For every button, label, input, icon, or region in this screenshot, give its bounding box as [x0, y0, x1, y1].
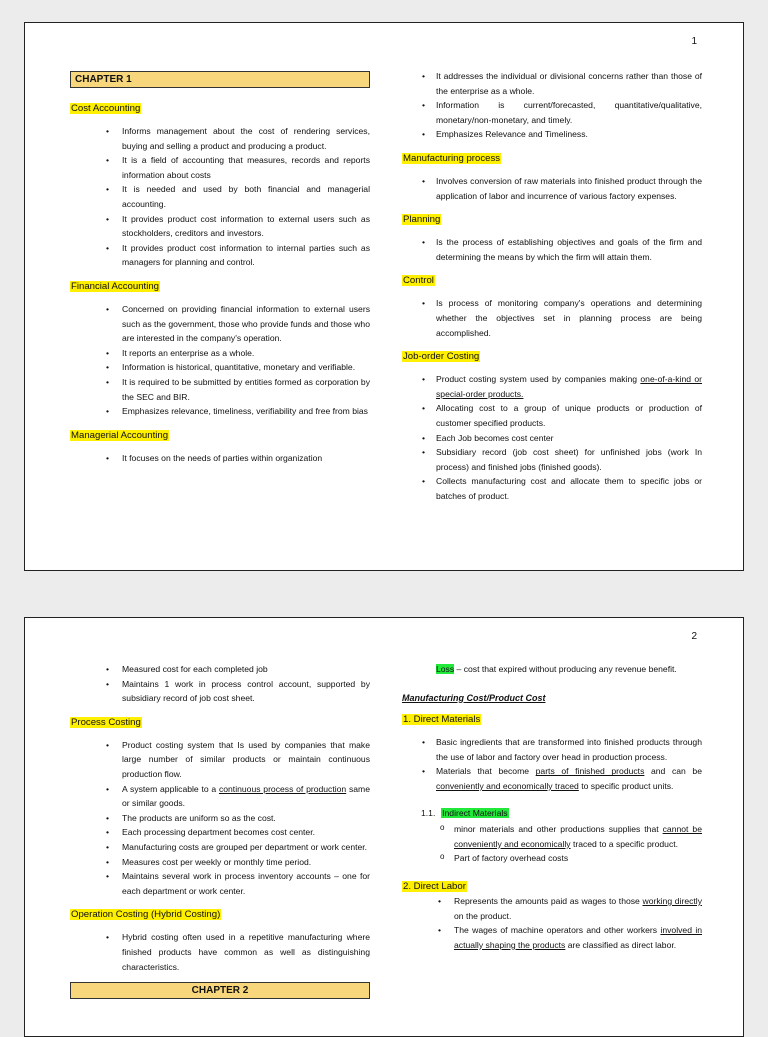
list-item: • A system applicable to a continuous process of production same or similar goods.: [70, 782, 370, 811]
list-item: • Information is current/forecasted, quantitative/qualitative, monetary/non-monetary, and timely.: [402, 98, 702, 127]
bullet-list: [402, 69, 702, 142]
bullet-list: [402, 735, 702, 793]
list-item: • Allocating cost to a group of unique products or production of customer specified products.: [402, 401, 702, 430]
bullet-list: [70, 930, 370, 974]
list-item: • Subsidiary record (job cost sheet) for unfinished jobs (work In process) and finished jobs (finished goods).: [402, 445, 702, 474]
chapter-heading: CHAPTER 2: [70, 982, 370, 999]
mfg-cost-heading: Manufacturing Cost/Product Cost: [402, 692, 546, 703]
list-item: • Is process of monitoring company's operations and determining whether the objectives set in planning process are being accomplished.: [402, 296, 702, 340]
list-item: • Maintains 1 work in process control account, supported by subsidiary record of job cost sheet.: [70, 677, 370, 706]
page-number: 1: [691, 36, 697, 47]
bullet-list: [402, 174, 702, 203]
list-item: • Represents the amounts paid as wages to those working directly on the product.: [402, 894, 702, 923]
list-item: • Each processing department becomes cost center.: [70, 825, 370, 840]
section-heading: Cost Accounting: [71, 103, 141, 114]
section-heading: Control: [403, 275, 434, 287]
list-item: • Basic ingredients that are transformed into finished products through the use of labor and factory over head in production process.: [402, 735, 702, 764]
list-item: • It provides product cost information to internal parties such as managers for planning and control.: [70, 241, 370, 270]
section-heading: Financial Accounting: [71, 280, 159, 292]
list-item: • It is required to be submitted by entities formed as corporation by the SEC and BIR.: [70, 375, 370, 404]
right-column: [402, 662, 702, 952]
list-item: • Informs management about the cost of rendering services, buying and selling a product and producing a product.: [70, 124, 370, 153]
loss-definition: Loss – cost that expired without producing any revenue benefit.: [436, 664, 677, 674]
list-item: • Hybrid costing often used in a repetitive manufacturing where finished products have common as well as distinguishing characteristics.: [70, 930, 370, 974]
list-item: • Information is historical, quantitative, monetary and verifiable.: [70, 360, 370, 375]
bullet-list: [70, 662, 370, 706]
section-heading: Job-order Costing: [403, 351, 480, 363]
bullet-list: [70, 451, 370, 466]
list-item: • Materials that become parts of finished products and can be conveniently and economically traced to specific product units.: [402, 764, 702, 793]
list-item: • Emphasizes relevance, timeliness, verifiability and free from bias: [70, 404, 370, 419]
right-column: [402, 69, 702, 503]
list-item: • The products are uniform so as the cost.: [70, 811, 370, 826]
bullet-list: [402, 894, 702, 952]
section-heading: Operation Costing (Hybrid Costing): [71, 909, 221, 921]
list-item: • Involves conversion of raw materials into finished product through the application of labor and incurrence of various factory expenses.: [402, 174, 702, 203]
list-item: • Product costing system that Is used by companies that make large number of similar products or maintain continuous production flow.: [70, 738, 370, 782]
section-heading: Manufacturing process: [403, 152, 501, 164]
bullet-list: [402, 235, 702, 264]
left-column: [70, 67, 370, 465]
document-page-1: [24, 22, 744, 571]
list-item: • Is the process of establishing objectives and goals of the firm and determining the means by which the firm will attain them.: [402, 235, 702, 264]
list-item: • It is a field of accounting that measures, records and reports information about costs: [70, 153, 370, 182]
list-item: • Maintains several work in process inventory accounts – one for each department or work center.: [70, 869, 370, 898]
list-item: • Collects manufacturing cost and allocate them to specific jobs or batches of product.: [402, 474, 702, 503]
list-item: • Emphasizes Relevance and Timeliness.: [402, 127, 702, 142]
list-item: • The wages of machine operators and other workers involved in actually shaping the products are classified as direct labor.: [402, 923, 702, 952]
list-item: • Concerned on providing financial information to external users such as the government, those who provide funds and those who are interested in the company's operation.: [70, 302, 370, 346]
list-item: • Product costing system used by companies making one-of-a-kind or special-order products.: [402, 372, 702, 401]
bullet-list: [402, 296, 702, 340]
section-heading: 1. Direct Materials: [403, 714, 481, 726]
bullet-list: [402, 372, 702, 503]
list-item: o Part of factory overhead costs: [402, 851, 702, 866]
list-item: • Each Job becomes cost center: [402, 431, 702, 446]
page-number: 2: [691, 631, 697, 642]
list-item: • It addresses the individual or divisional concerns rather than those of the enterprise as a whole.: [402, 69, 702, 98]
section-heading: Process Costing: [71, 716, 141, 728]
list-item: • Manufacturing costs are grouped per department or work center.: [70, 840, 370, 855]
section-heading: Managerial Accounting: [71, 429, 169, 441]
list-item: • It is needed and used by both financial and managerial accounting.: [70, 182, 370, 211]
document-page-2: [24, 617, 744, 1037]
list-item: o minor materials and other productions supplies that cannot be conveniently and economically traced to a specific product.: [402, 822, 702, 851]
bullet-list: [70, 124, 370, 270]
list-item: • Measures cost per weekly or monthly time period.: [70, 855, 370, 870]
bullet-list: [70, 738, 370, 899]
list-item: • It focuses on the needs of parties within organization: [70, 451, 370, 466]
section-heading: Planning: [403, 214, 441, 226]
list-item: • It reports an enterprise as a whole.: [70, 346, 370, 361]
list-item: • It provides product cost information to external users such as stockholders, creditors and investors.: [70, 212, 370, 241]
list-item: • Measured cost for each completed job: [70, 662, 370, 677]
subsection-heading: 1.1. Indirect Materials: [421, 807, 508, 818]
sub-list: [402, 822, 702, 866]
left-column: [70, 662, 370, 1003]
chapter-heading: CHAPTER 1: [70, 71, 370, 88]
bullet-list: [70, 302, 370, 419]
section-heading: 2. Direct Labor: [403, 880, 466, 892]
